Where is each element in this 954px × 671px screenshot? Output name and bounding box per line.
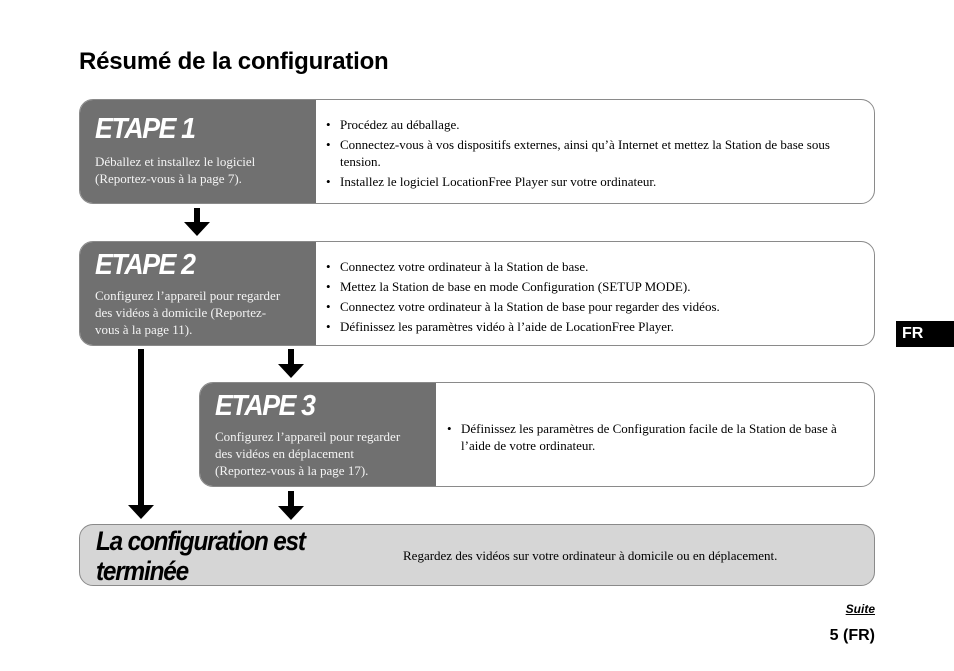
final-box <box>79 524 875 586</box>
step-2-panel <box>80 242 316 345</box>
list-item: • Mettez la Station de base en mode Configuration (SETUP MODE). <box>324 278 864 295</box>
list-item: • Connectez votre ordinateur à la Station de base. <box>324 258 864 275</box>
step-1-description: Déballez et installez le logiciel (Reportez-vous à la page 7). <box>95 154 256 186</box>
language-tab: FR <box>896 321 954 347</box>
list-item: • Définissez les paramètres de Configuration facile de la Station de base à l’aide de votre ordinateur. <box>445 420 855 454</box>
list-item: • Installez le logiciel LocationFree Player sur votre ordinateur. <box>324 173 864 190</box>
step-3-title: ETAPE 3 <box>215 390 315 422</box>
step-2-title: ETAPE 2 <box>95 249 195 281</box>
step-3-panel <box>200 383 436 486</box>
list-item: • Connectez-vous à vos dispositifs externes, ainsi qu’à Internet et mettez la Station de base sous tension. <box>324 136 864 170</box>
final-text: Regardez des vidéos sur votre ordinateur à domicile ou en déplacement. <box>403 548 778 563</box>
arrow-down-icon <box>128 349 154 521</box>
page-title: Résumé de la configuration <box>79 48 389 75</box>
step-1-bullets <box>324 116 864 193</box>
list-item: • Connectez votre ordinateur à la Station de base pour regarder des vidéos. <box>324 298 864 315</box>
list-item: • Définissez les paramètres vidéo à l’aide de LocationFree Player. <box>324 318 864 335</box>
arrow-down-icon <box>278 491 304 521</box>
step-1-panel <box>80 100 316 203</box>
step-1-box <box>79 99 875 204</box>
step-3-bullets <box>445 420 855 457</box>
arrow-down-icon <box>278 349 304 379</box>
final-title: La configuration est terminée <box>96 526 305 586</box>
continue-label: Suite <box>845 602 875 616</box>
page-number: 5 (FR) <box>829 627 875 644</box>
step-2-bullets <box>324 258 864 338</box>
arrow-down-icon <box>184 208 210 236</box>
step-2-box <box>79 241 875 346</box>
step-3-box <box>199 382 875 487</box>
list-item: • Procédez au déballage. <box>324 116 864 133</box>
step-2-description: Configurez l’appareil pour regarder des vidéos à domicile (Reportez- vous à la page 11). <box>95 288 281 337</box>
step-1-title: ETAPE 1 <box>95 113 195 145</box>
step-3-description: Configurez l’appareil pour regarder des vidéos en déplacement (Reportez-vous à la page 17). <box>215 429 401 478</box>
